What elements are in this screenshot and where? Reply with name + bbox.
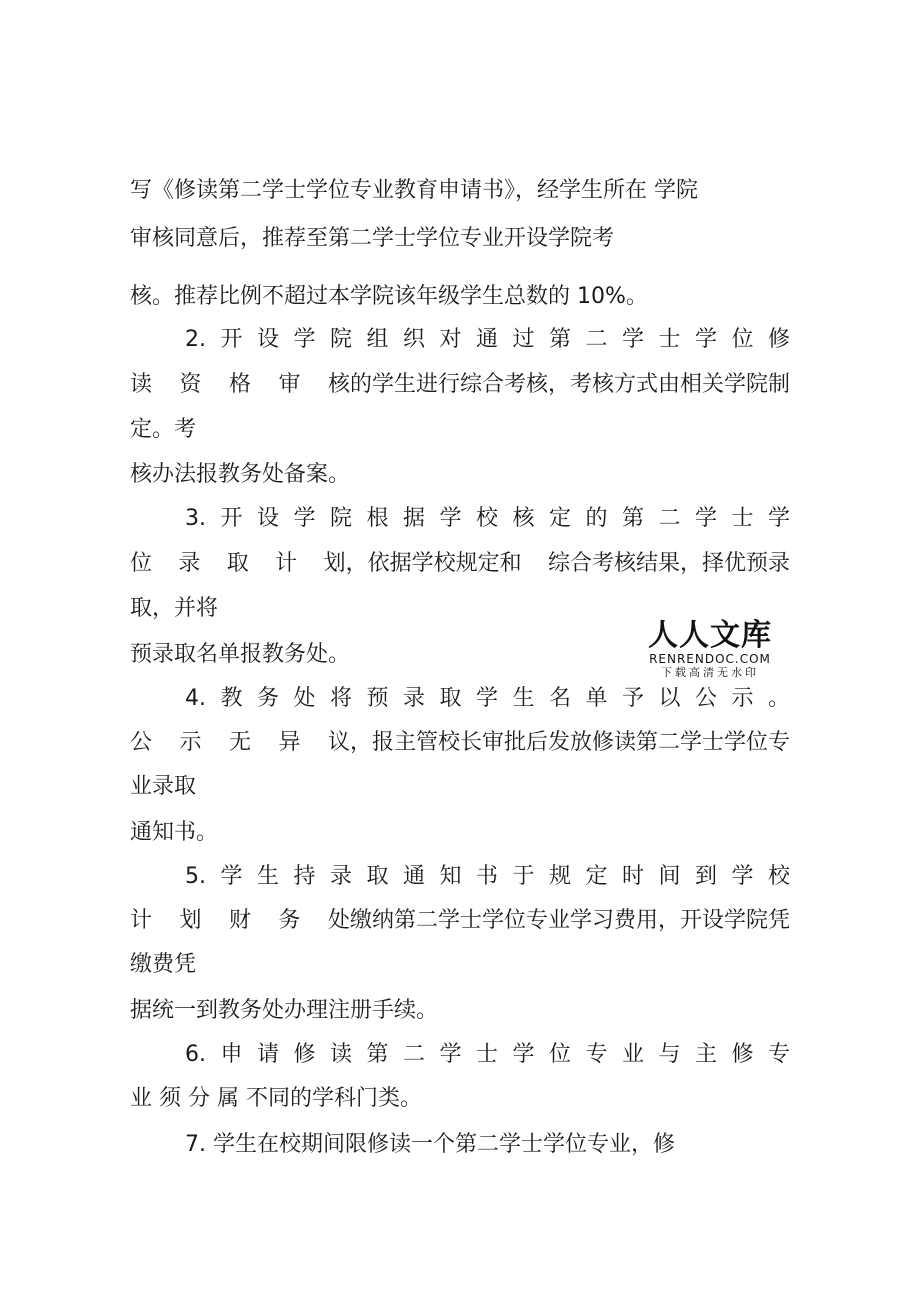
text-line: 通知书。 [130,820,219,845]
text-segment: 取 [366,864,389,889]
text-segment: 士 [731,506,754,531]
text-segment: 公 [694,686,717,711]
text-segment: 读 [130,372,153,397]
text-segment: 议，报主管校长审批后发放修读第二学士学位专 [327,730,790,755]
text-segment: 通 [402,864,425,889]
text-segment: 主 [694,1042,717,1067]
text-line: 7. 学生在校期间限修读一个第二学士学位专业，修 [185,1132,675,1157]
text-segment: 设 [256,506,279,531]
text-segment: 学 [475,686,498,711]
text-line-spaced [130,906,790,936]
text-segment: 组 [366,327,389,352]
text-segment: 处 [293,686,316,711]
text-segment: 修 [731,1042,754,1067]
watermark-logo [645,620,775,679]
text-segment: 第 [548,327,571,352]
text-segment: 处缴纳第二学士学位专业学习费用，开设学院凭 [327,908,790,933]
text-segment: 第 [621,506,644,531]
text-segment: 校 [767,864,790,889]
watermark-url: RENRENDOC.COM [649,652,771,666]
text-segment: 以 [658,686,681,711]
text-segment: 取 [226,551,249,576]
text-segment: 录 [329,864,352,889]
text-segment: 生 [256,864,279,889]
text-segment: 学 [767,506,790,531]
text-segment: 二 [658,506,681,531]
text-segment: 士 [658,327,681,352]
text-line: 据统一到教务处办理注册手续。 [130,998,439,1023]
text-segment: 异 [278,730,301,755]
text-line-spaced [185,325,790,355]
text-segment: 持 [293,864,316,889]
text-segment: 无 [228,730,251,755]
text-segment: 开 [220,506,243,531]
text-segment: 据 [402,506,425,531]
text-segment: 学 [621,327,644,352]
text-segment: 录 [178,551,201,576]
text-segment: 预 [366,686,389,711]
text-segment: 3. [185,506,206,531]
text-line: 预录取名单报教务处。 [130,642,351,667]
text-segment: 通 [475,327,498,352]
text-segment: 核的学生进行综合考核，考核方式由相关学院制 [327,372,790,397]
text-segment: 格 [228,372,251,397]
text-line-spaced [185,504,790,534]
text-segment: 与 [658,1042,681,1067]
text-segment: 申 [220,1042,243,1067]
text-segment: 士 [475,1042,498,1067]
text-segment: 位 [130,551,153,576]
text-segment: 综合考核结果，择优预录 [547,551,790,576]
text-segment: 时 [621,864,644,889]
text-segment: 单 [585,686,608,711]
text-segment: 书 [475,864,498,889]
text-segment: 公 [130,730,153,755]
text-segment: 业 [621,1042,644,1067]
text-line-spaced [185,862,790,892]
text-segment: 录 [402,686,425,711]
text-segment: 第 [366,1042,389,1067]
text-segment: 专 [767,1042,790,1067]
text-segment: 计 [130,908,153,933]
text-segment: 将 [329,686,352,711]
text-segment: 二 [402,1042,425,1067]
text-segment: 4. [185,686,206,711]
text-segment: 读 [329,1042,352,1067]
text-segment: 对 [439,327,462,352]
text-line: 写《修读第二学士学位专业教育申请书》，经学生所在 学院 [130,178,698,203]
text-segment: 设 [256,327,279,352]
text-segment: 生 [512,686,535,711]
text-segment: 务 [278,908,301,933]
text-line: 核办法报教务处备案。 [130,462,351,487]
text-line-spaced [185,684,790,714]
text-segment: 位 [731,327,754,352]
text-segment: 财 [228,908,251,933]
text-segment: 计 [275,551,298,576]
text-line: 定。考 [130,417,197,442]
watermark-subtitle: 下载高清无水印 [661,666,759,679]
text-line-spaced [130,728,790,758]
text-segment: 核 [512,506,535,531]
text-segment: 审 [278,372,301,397]
text-segment: 请 [256,1042,279,1067]
text-line-spaced [185,1040,790,1070]
text-segment: 位 [548,1042,571,1067]
text-segment: 学 [439,506,462,531]
text-segment: 学 [694,327,717,352]
text-segment: 织 [402,327,425,352]
text-line: 业 须 分 属 不同的学科门类。 [130,1086,422,1111]
text-segment: 学 [439,1042,462,1067]
text-segment: 间 [658,864,681,889]
text-segment: 5. [185,864,206,889]
text-segment: 学 [220,864,243,889]
text-segment: 专 [585,1042,608,1067]
text-line-spaced [130,370,790,400]
text-segment: 二 [585,327,608,352]
text-segment: 的 [585,506,608,531]
text-line: 取，并将 [130,596,219,621]
text-segment: 定 [548,506,571,531]
text-segment: 取 [439,686,462,711]
text-line: 核。推荐比例不超过本学院该年级学生总数的 10%。 [130,284,648,309]
text-segment: 学 [293,327,316,352]
text-line-spaced [130,549,790,579]
text-segment: 学 [512,1042,535,1067]
text-segment: 规 [548,864,571,889]
text-segment: 示 [179,730,202,755]
text-segment: 学 [731,864,754,889]
text-segment: 名 [548,686,571,711]
text-segment: 院 [329,327,352,352]
text-segment: 教 [220,686,243,711]
text-segment: 划，依据学校规定和 [323,551,522,576]
text-segment: 开 [220,327,243,352]
text-segment: 校 [475,506,498,531]
text-segment: 学 [293,506,316,531]
text-line: 业录取 [130,774,197,799]
text-segment: 修 [293,1042,316,1067]
text-segment: 学 [694,506,717,531]
text-segment: 定 [585,864,608,889]
text-segment: 6. [185,1042,206,1067]
text-segment: 过 [512,327,535,352]
text-line: 审核同意后，推荐至第二学士学位专业开设学院考 [130,226,615,251]
text-segment: 知 [439,864,462,889]
text-segment: 院 [329,506,352,531]
text-segment: 划 [179,908,202,933]
text-segment: 到 [694,864,717,889]
text-segment: 示 [731,686,754,711]
text-segment: 。 [767,686,790,711]
text-segment: 根 [366,506,389,531]
text-segment: 资 [179,372,202,397]
text-segment: 务 [256,686,279,711]
text-segment: 修 [767,327,790,352]
text-segment: 予 [621,686,644,711]
watermark-title: 人人文库 [648,618,772,653]
text-line: 缴费凭 [130,952,197,977]
text-segment: 于 [512,864,535,889]
text-segment: 2. [185,327,206,352]
